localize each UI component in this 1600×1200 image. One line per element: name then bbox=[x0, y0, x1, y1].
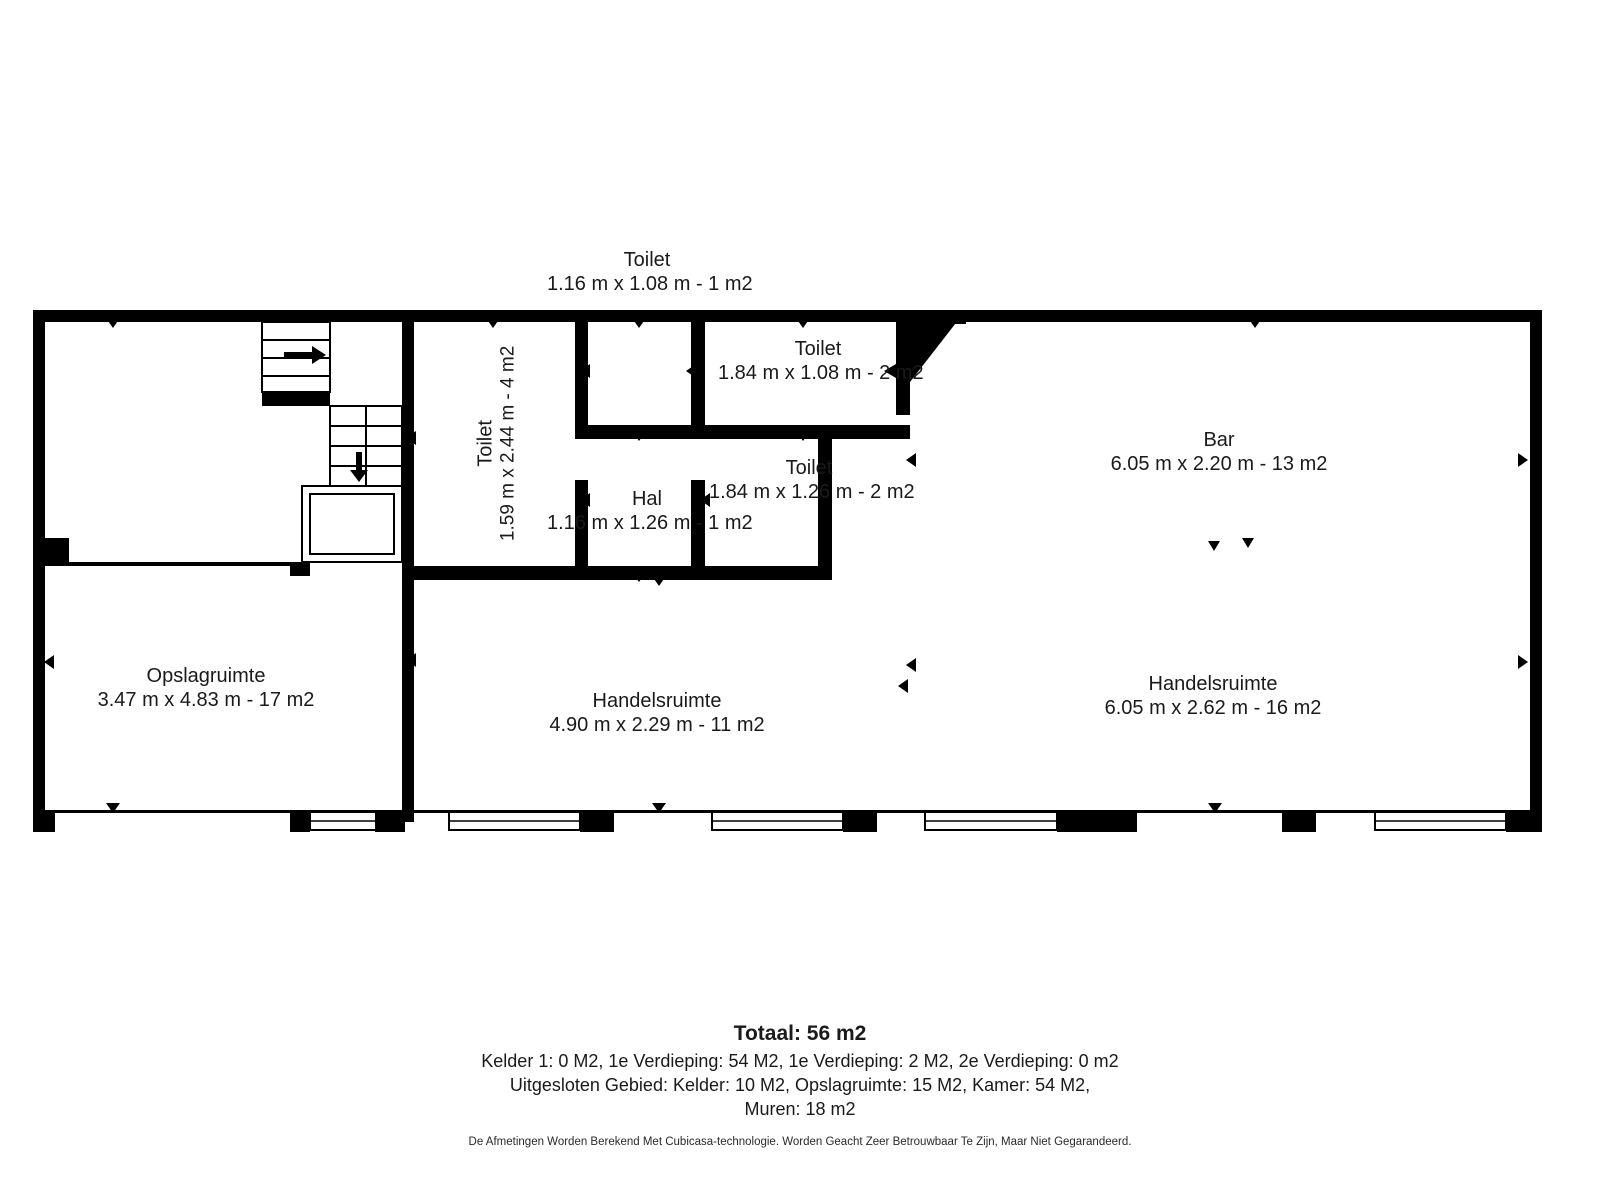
room-name: Handelsruimte bbox=[1148, 673, 1278, 695]
total-area: Totaal: 56 m2 bbox=[733, 1022, 867, 1045]
room-dimensions: 1.84 m x 1.26 m - 2 m2 bbox=[709, 481, 915, 503]
room-dimensions: 1.16 m x 1.08 m - 1 m2 bbox=[547, 273, 753, 295]
room-name: Toilet bbox=[474, 420, 497, 467]
area-breakdown-line-2: Uitgesloten Gebied: Kelder: 10 M2, Opslagruimte: 15 M2, Kamer: 54 M2, bbox=[509, 1074, 1091, 1095]
room-name: Toilet bbox=[623, 249, 671, 271]
stairs bbox=[262, 322, 402, 562]
room-dimensions: 1.84 m x 1.08 m - 2 m2 bbox=[718, 362, 924, 384]
room-dimensions: 3.47 m x 4.83 m - 17 m2 bbox=[97, 689, 315, 711]
window-group bbox=[310, 812, 1506, 830]
room-name: Handelsruimte bbox=[592, 690, 722, 712]
room-dimensions: 6.05 m x 2.62 m - 16 m2 bbox=[1104, 697, 1322, 719]
disclaimer-text: De Afmetingen Worden Berekend Met Cubicasa-technologie. Worden Geacht Zeer Betrouwbaar Te Zijn, Maar Niet Gegarandeerd. bbox=[468, 1135, 1132, 1148]
room-dimensions: 4.90 m x 2.29 m - 11 m2 bbox=[549, 714, 765, 736]
area-breakdown-line-1: Kelder 1: 0 M2, 1e Verdieping: 54 M2, 1e Verdieping: 2 M2, 2e Verdieping: 0 m2 bbox=[481, 1051, 1119, 1071]
room-name: Toilet bbox=[785, 457, 833, 479]
room-dimensions: 6.05 m x 2.20 m - 13 m2 bbox=[1110, 453, 1328, 475]
area-breakdown-line-3: Muren: 18 m2 bbox=[744, 1098, 856, 1119]
room-dimensions: 1.16 m x 1.26 m - 1 m2 bbox=[547, 512, 753, 534]
room-name: Opslagruimte bbox=[146, 665, 266, 687]
room-name: Bar bbox=[1203, 429, 1235, 451]
room-dimensions: 1.59 m x 2.44 m - 4 m2 bbox=[497, 345, 519, 542]
summary-block bbox=[0, 1022, 1600, 1148]
room-name: Toilet bbox=[794, 338, 842, 360]
room-name: Hal bbox=[631, 488, 662, 510]
